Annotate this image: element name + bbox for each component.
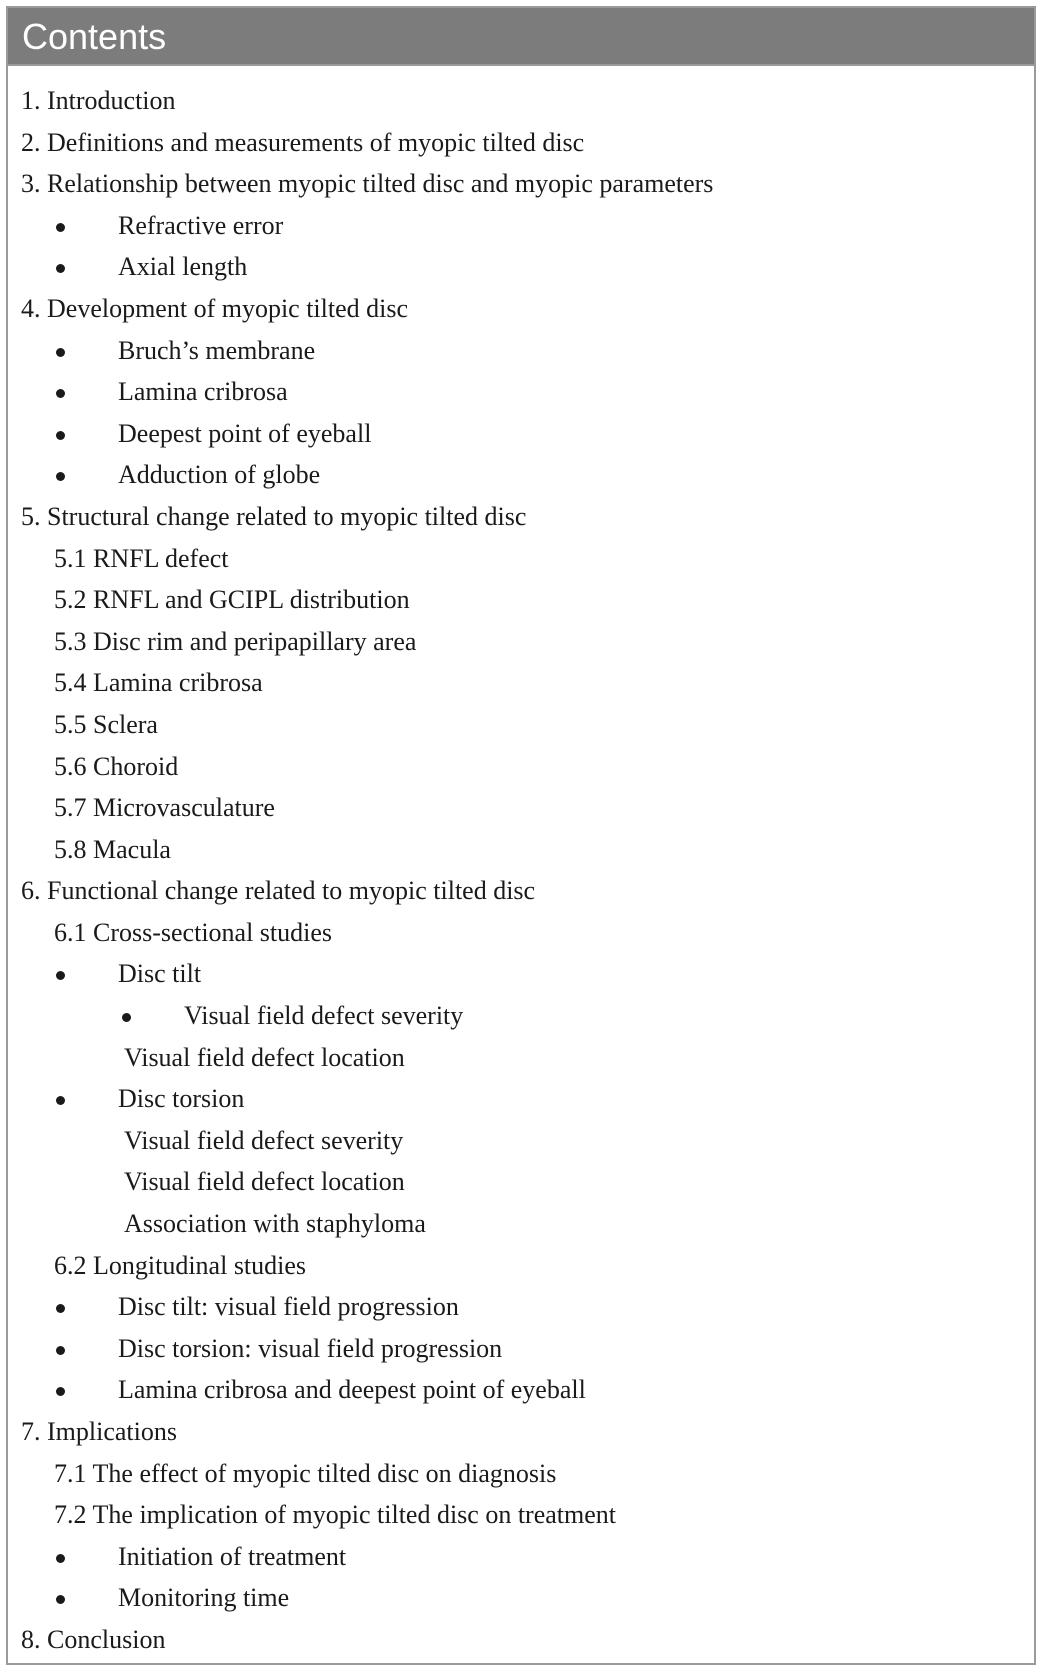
toc-item [8,1328,1034,1370]
toc-item-text: 8. Conclusion [21,1624,166,1654]
contents-list [8,66,1034,1661]
bullet-icon [56,389,65,398]
toc-item-text: Initiation of treatment [118,1541,347,1571]
toc-item-text: Axial length [118,252,248,282]
contents-header [8,8,1034,66]
toc-item [8,1536,1034,1578]
toc-item-text: Disc torsion: visual field progression [118,1333,503,1363]
toc-item [8,621,1034,663]
toc-item [8,1037,1034,1079]
toc-item-text: Visual field defect severity [184,1001,464,1031]
toc-item-text: Visual field defect location [124,1042,405,1072]
toc-item-text: 5.7 Microvasculature [54,793,275,823]
toc-item [8,1245,1034,1287]
toc-item [8,870,1034,912]
contents-box [6,6,1036,1665]
toc-item-text: 5.4 Lamina cribrosa [54,668,263,698]
bullet-icon [56,431,65,440]
toc-item-text: Refractive error [118,210,284,240]
toc-item [8,1453,1034,1495]
toc-item [8,246,1034,288]
bullet-icon [56,472,65,481]
toc-item-text: 5.6 Choroid [54,751,179,781]
bullet-icon [56,971,65,980]
toc-item-text: Lamina cribrosa [118,377,288,407]
toc-item-text: Disc tilt: visual field progression [118,1292,459,1322]
toc-item-text: Lamina cribrosa and deepest point of eyeball [118,1375,586,1405]
toc-item-text: 4. Development of myopic tilted disc [21,293,409,323]
toc-item [8,1411,1034,1453]
toc-item-text: 5.8 Macula [54,834,171,864]
toc-item [8,912,1034,954]
bullet-icon [56,1346,65,1355]
toc-item-text: 5.1 RNFL defect [54,543,229,573]
toc-item-text: Disc tilt [118,959,202,989]
toc-item-text: 7. Implications [21,1417,177,1446]
toc-item [8,746,1034,788]
toc-item-text: Deepest point of eyeball [118,418,372,448]
toc-item [8,662,1034,704]
toc-item [8,371,1034,413]
toc-item-text: 6. Functional change related to myopic tilted disc [21,876,536,906]
bullet-icon [56,264,65,273]
toc-item-text: Bruch’s membrane [118,335,316,365]
bullet-icon [56,1595,65,1604]
toc-item-text: Monitoring time [118,1583,290,1613]
toc-item [8,787,1034,829]
bullet-icon [56,1096,65,1105]
toc-item [8,1577,1034,1619]
toc-item [8,163,1034,205]
toc-item [8,413,1034,455]
toc-item [8,80,1034,122]
toc-item [8,1286,1034,1328]
toc-item [8,704,1034,746]
toc-item [8,1078,1034,1120]
toc-item [8,1369,1034,1411]
toc-item-text: 6.1 Cross-sectional studies [54,917,333,947]
toc-item-text: 5.2 RNFL and GCIPL distribution [54,585,410,615]
toc-item [8,122,1034,164]
toc-item [8,995,1034,1037]
bullet-icon [56,1387,65,1396]
bullet-icon [56,223,65,232]
toc-item-text: 6.2 Longitudinal studies [54,1250,307,1280]
toc-item-text: 5. Structural change related to myopic tilted disc [21,501,527,531]
contents-title: Contents [22,16,167,57]
toc-item [8,1494,1034,1536]
toc-item-text: Disc torsion [118,1084,245,1114]
toc-item-text: 3. Relationship between myopic tilted disc and myopic parameters [21,169,714,199]
toc-item-text: 1. Introduction [21,86,176,115]
toc-item [8,496,1034,538]
toc-item-text: Adduction of globe [118,460,321,490]
toc-item [8,330,1034,372]
toc-item [8,1203,1034,1245]
toc-item-text: 5.5 Sclera [54,709,158,739]
toc-item-text: 7.2 The implication of myopic tilted disc on treatment [54,1500,617,1530]
toc-item-text: Visual field defect severity [124,1125,404,1155]
toc-item [8,454,1034,496]
toc-item [8,1161,1034,1203]
bullet-icon [56,348,65,357]
toc-item-text: 7.1 The effect of myopic tilted disc on diagnosis [54,1458,557,1488]
bullet-icon [56,1304,65,1313]
toc-item [8,538,1034,580]
toc-item-text: Association with staphyloma [124,1209,426,1239]
bullet-icon [56,1554,65,1563]
bullet-icon [122,1013,131,1022]
toc-item [8,1619,1034,1661]
toc-item [8,829,1034,871]
toc-item-text: 2. Definitions and measurements of myopic tilted disc [21,127,585,157]
toc-item [8,205,1034,247]
toc-item [8,288,1034,330]
toc-item [8,953,1034,995]
toc-item [8,579,1034,621]
toc-item-text: 5.3 Disc rim and peripapillary area [54,626,417,656]
toc-item [8,1120,1034,1162]
toc-item-text: Visual field defect location [124,1167,405,1197]
